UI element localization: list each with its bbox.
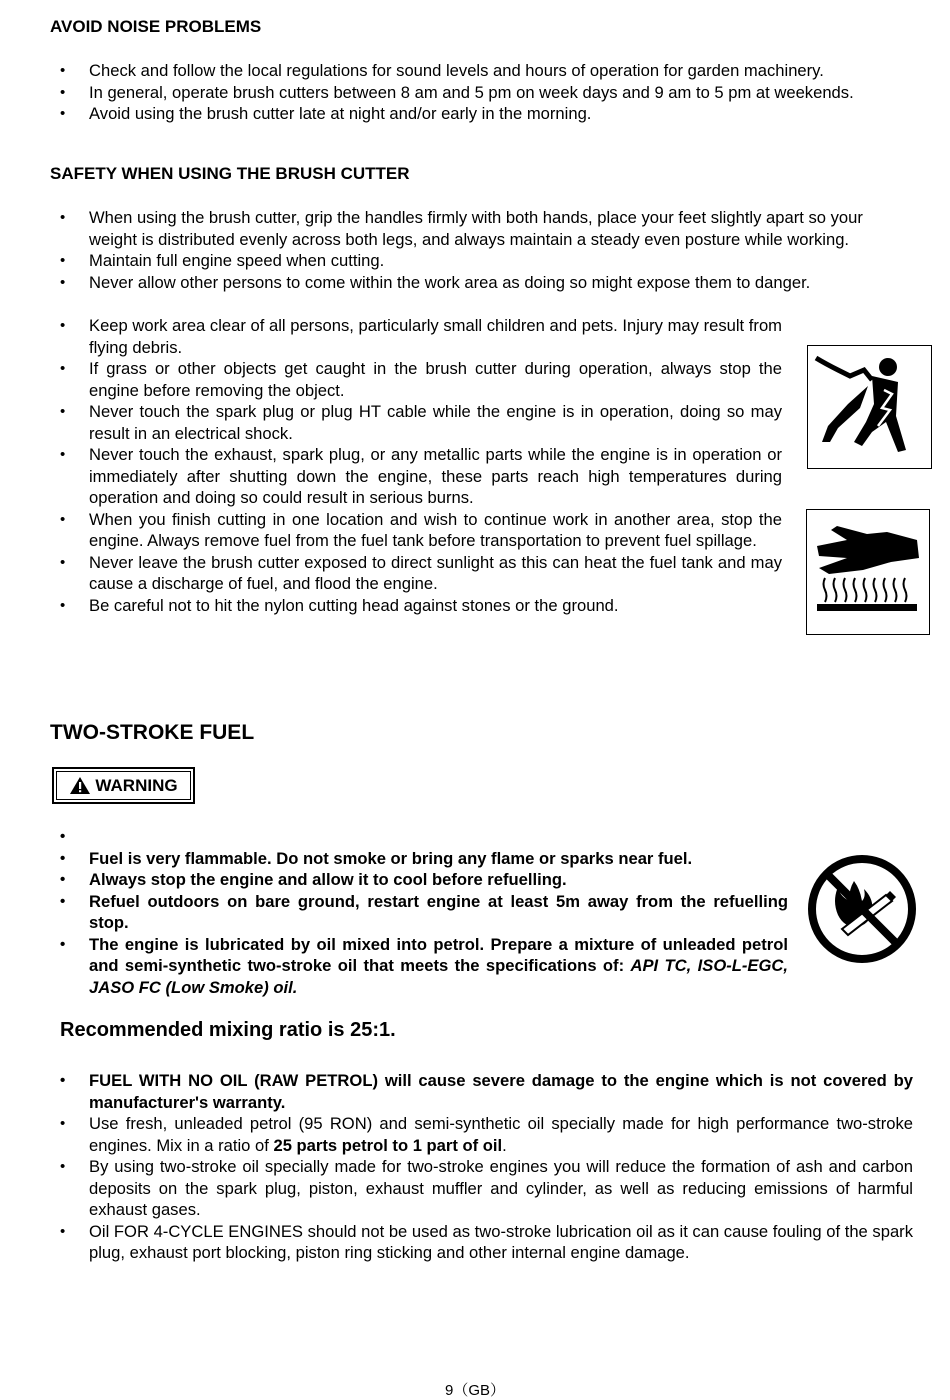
list-item: • If grass or other objects get caught in the brush cutter during operation, always stop the engine before removing the object.: [50, 358, 782, 401]
list-item: • Never allow other persons to come within the work area as doing so might expose them to danger.: [50, 272, 910, 294]
oil-spec: API TC, ISO-L-EGC, JASO FC (Low Smoke) oil.: [89, 956, 788, 997]
ratio-emphasis: 25 parts petrol to 1 part of oil: [273, 1135, 503, 1155]
oil-spec-intro: The engine is lubricated by oil mixed into petrol. Prepare a mixture of unleaded petrol and semi-synthetic two-stroke oil that meets the specifications of:: [89, 934, 788, 975]
list-item: • When using the brush cutter, grip the handles firmly with both hands, place your feet slightly apart so your weight is distributed evenly across both legs, and always maintain a steady even posture while working.: [50, 207, 910, 250]
list-item: [50, 934, 788, 999]
list-item: • Always stop the engine and allow it to cool before refuelling.: [50, 869, 788, 891]
list-item: • When you finish cutting in one location and wish to continue work in another area, stop the engine. Always remove fuel from the fuel tank before transportation to prevent fuel spillage.: [50, 509, 782, 552]
fuel-heading: TWO-STROKE FUEL: [50, 721, 255, 744]
safety-list-side: [50, 315, 782, 616]
page-number: 9（GB）: [444, 1382, 505, 1399]
no-smoking-flame-icon: [804, 851, 920, 967]
list-item: • Avoid using the brush cutter late at night and/or early in the morning.: [50, 103, 930, 125]
hot-surface-icon: [806, 509, 930, 635]
list-item: • Maintain full engine speed when cutting.: [50, 250, 910, 272]
warning-label: WARNING: [95, 775, 178, 795]
list-item: [50, 826, 788, 848]
noise-list: [50, 60, 930, 125]
safety-heading: SAFETY WHEN USING THE BRUSH CUTTER: [50, 164, 410, 183]
list-item: • Never leave the brush cutter exposed to direct sunlight as this can heat the fuel tank and may cause a discharge of fuel, and flood the engine.: [50, 552, 782, 595]
list-item: • Refuel outdoors on bare ground, restart engine at least 5m away from the refuelling stop.: [50, 891, 788, 934]
electric-shock-icon: [807, 345, 932, 469]
list-item: • Oil FOR 4-CYCLE ENGINES should not be used as two-stroke lubrication oil as it can cause fouling of the spark plug, exhaust port blocking, piston ring sticking and other internal engine damage.: [50, 1221, 913, 1264]
list-item: • Be careful not to hit the nylon cutting head against stones or the ground.: [50, 595, 782, 617]
list-item: • Check and follow the local regulations for sound levels and hours of operation for garden machinery.: [50, 60, 930, 82]
fuel-warning-list: [50, 826, 788, 998]
list-item: • Use fresh, unleaded petrol (95 RON) and semi-synthetic oil specially made for high performance two-stroke engines. Mix in a ratio of 25 parts petrol to 1 part of oil.: [50, 1113, 913, 1156]
warning-label-box: [52, 767, 195, 804]
list-item: • Never touch the spark plug or plug HT cable while the engine is in operation, doing so may result in an electrical shock.: [50, 401, 782, 444]
list-item: • In general, operate brush cutters between 8 am and 5 pm on week days and 9 am to 5 pm at weekends.: [50, 82, 930, 104]
list-item: • FUEL WITH NO OIL (RAW PETROL) will cause severe damage to the engine which is not covered by manufacturer's warranty.: [50, 1070, 913, 1113]
list-item: • Never touch the exhaust, spark plug, or any metallic parts while the engine is in operation or immediately after shutting down the engine, these parts reach high temperatures during operation and doing so could result in serious burns.: [50, 444, 782, 509]
fuel-notes-list: [50, 1070, 913, 1264]
warning-triangle-icon: [69, 776, 91, 795]
list-item: • By using two-stroke oil specially made for two-stroke engines you will reduce the formation of ash and carbon deposits on the spark plug, piston, exhaust muffler and cylinder, as well as reducing emissions of harmful exhaust gases.: [50, 1156, 913, 1221]
mixing-ratio: Recommended mixing ratio is 25:1.: [60, 1019, 396, 1041]
list-item: • Fuel is very flammable. Do not smoke or bring any flame or sparks near fuel.: [50, 848, 788, 870]
noise-heading: AVOID NOISE PROBLEMS: [50, 17, 262, 36]
safety-list-top: [50, 207, 910, 293]
list-item: • Keep work area clear of all persons, particularly small children and pets. Injury may result from flying debris.: [50, 315, 782, 358]
